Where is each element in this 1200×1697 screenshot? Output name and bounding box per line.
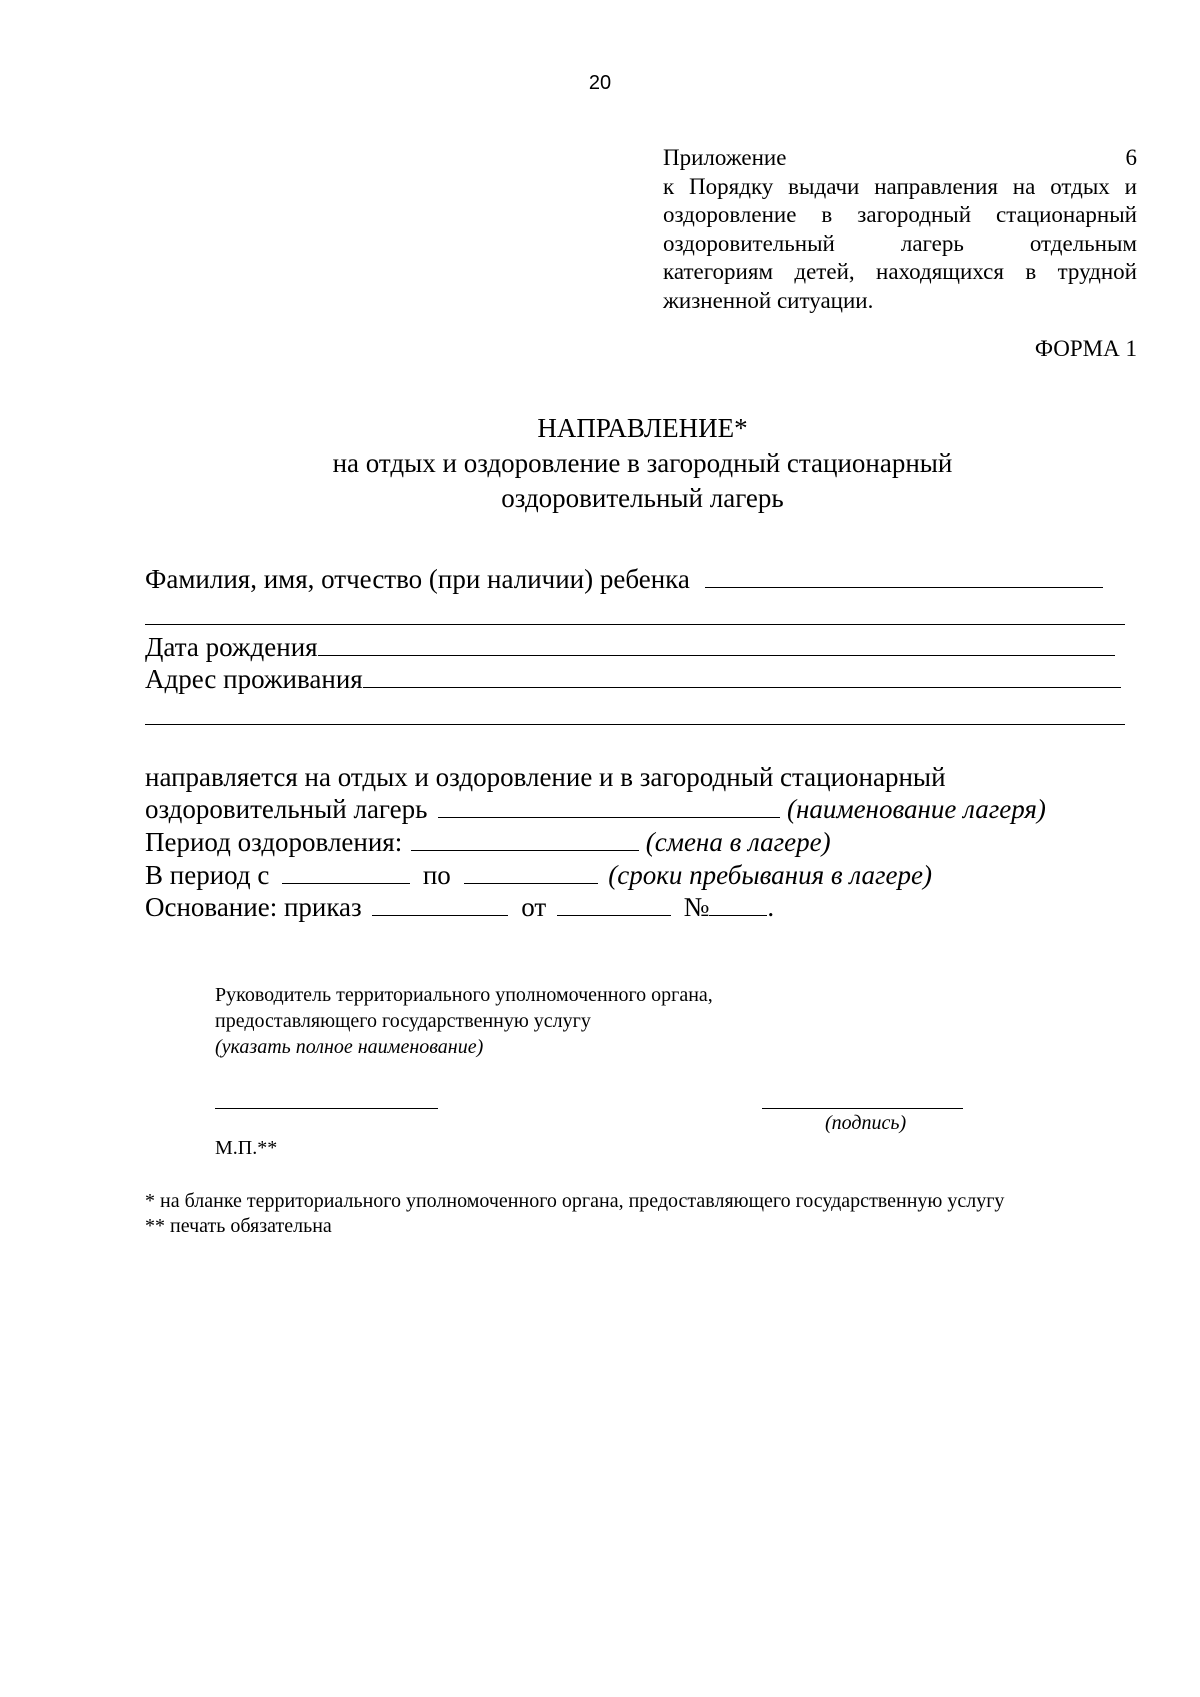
head-name-line[interactable]: [215, 1108, 438, 1109]
camp-name-blank[interactable]: [438, 793, 780, 818]
basis-field: [145, 891, 774, 923]
document-subtitle: оздоровительный лагерь: [501, 483, 784, 513]
address-continuation-line[interactable]: [145, 724, 1125, 725]
period-field: [145, 826, 831, 858]
appendix-line: оздоровление в загородный стационарный: [663, 202, 1137, 228]
footnote-1: * на бланке территориального уполномоченного органа, предоставляющего государственную услугу: [145, 1190, 1005, 1212]
child-name-label: Фамилия, имя, отчество (при наличии) ребенка: [145, 564, 690, 594]
appendix-line: категориям детей, находящихся в трудной: [663, 259, 1137, 285]
order-number-blank[interactable]: [372, 891, 508, 916]
to-label: по: [422, 860, 451, 890]
basis-label: Основание: приказ: [145, 892, 362, 922]
birth-date-blank[interactable]: [318, 631, 1115, 656]
stay-hint: (сроки пребывания в лагере): [608, 860, 932, 890]
order-date-label: от: [521, 892, 547, 922]
stay-dates-field: [145, 859, 932, 891]
appendix-line: жизненной ситуации.: [663, 287, 874, 313]
period-blank[interactable]: [411, 826, 639, 851]
document-title: НАПРАВЛЕНИЕ*: [537, 413, 748, 443]
head-title-line: Руководитель территориального уполномоченного органа,: [215, 984, 713, 1006]
head-hint: (указать полное наименование): [215, 1036, 484, 1058]
stamp-label: М.П.**: [215, 1137, 278, 1159]
child-name-continuation-line[interactable]: [145, 624, 1125, 625]
appendix-line: Приложение 6: [663, 145, 1137, 170]
birth-date-label: Дата рождения: [145, 632, 318, 662]
address-blank[interactable]: [363, 663, 1121, 688]
birth-date-field: [145, 631, 1115, 663]
order-no-blank[interactable]: [709, 891, 767, 916]
form-label: ФОРМА 1: [1034, 336, 1137, 361]
appendix-line: оздоровительный лагерь отдельным: [663, 230, 1137, 256]
to-date-blank[interactable]: [464, 859, 598, 884]
child-name-blank[interactable]: [705, 563, 1103, 588]
signature-hint: (подпись): [825, 1112, 907, 1134]
from-label: В период с: [145, 860, 270, 890]
appendix-header: [663, 144, 1137, 316]
address-label: Адрес проживания: [145, 664, 363, 694]
number-sign: №: [683, 892, 710, 922]
from-date-blank[interactable]: [282, 859, 410, 884]
direction-text: направляется на отдых и оздоровление и в загородный стационарный: [145, 762, 946, 792]
signature-line[interactable]: [762, 1108, 963, 1109]
document-subtitle: на отдых и оздоровление в загородный стационарный: [332, 448, 953, 478]
address-field: [145, 663, 1121, 695]
child-name-field: [145, 563, 1103, 595]
camp-hint: (наименование лагеря): [786, 794, 1046, 824]
period-label: Период оздоровления:: [145, 827, 403, 857]
appendix-line: к Порядку выдачи направления на отдых и: [663, 173, 1137, 199]
camp-field: [145, 793, 1046, 825]
camp-label: оздоровительный лагерь: [145, 794, 428, 824]
period-hint: (смена в лагере): [645, 827, 831, 857]
head-title-line: предоставляющего государственную услугу: [215, 1010, 591, 1032]
end-dot: .: [767, 892, 775, 922]
page-number: 20: [588, 72, 612, 94]
order-date-blank[interactable]: [557, 891, 671, 916]
footnote-2: ** печать обязательна: [145, 1215, 332, 1237]
